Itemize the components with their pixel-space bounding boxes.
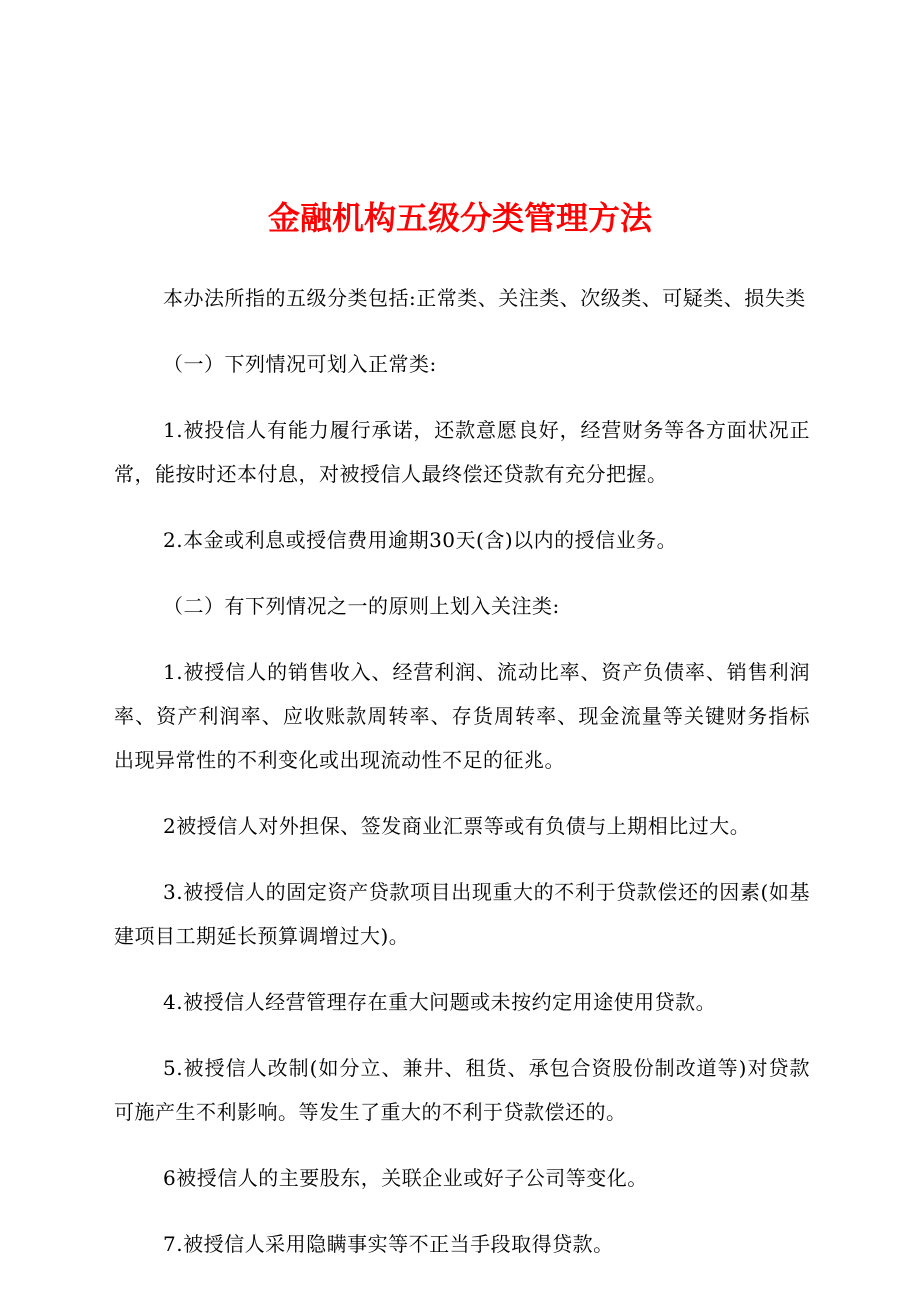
section-heading-normal: （一）下列情况可划入正常类: <box>163 352 437 376</box>
paragraph-attention-6: 6被授信人的主要股东，关联企业或好子公司等变化。 <box>163 1166 648 1190</box>
document-title: 金融机构五级分类管理方法 <box>267 199 652 237</box>
paragraph-attention-3: 3.被授信人的固定资产贷款项目出现重大的不利于贷款偿还的因素(如基建项目工期延长预算调增过大)。 <box>114 880 810 948</box>
paragraph-attention-2: 2被授信人对外担保、签发商业汇票等或有负债与上期相比过大。 <box>163 814 751 838</box>
document-body <box>114 276 810 1288</box>
paragraph-attention-5: 5.被授信人改制(如分立、兼井、租货、承包合资股份制改道等)对贷款可施产生不利影响。等发生了重大的不利于贷款偿还的。 <box>114 1056 810 1124</box>
paragraph-attention-4: 4.被授信人经营管理存在重大问题或未按约定用途使用贷款。 <box>163 990 717 1014</box>
paragraph-attention-1: 1.被授信人的销售收入、经营利润、流动比率、资产负债率、销售利润率、资产利润率、应收账款周转率、存货周转率、现金流量等关键财务指标出现异常性的不利变化或出现流动性不足的征兆。 <box>114 660 810 772</box>
paragraph-normal-2: 2.本金或利息或授信费用逾期30天(含)以内的授信业务。 <box>163 528 678 552</box>
paragraph-attention-7: 7.被授信人采用隐瞒事实等不正当手段取得贷款。 <box>163 1232 614 1256</box>
paragraph-intro: 本办法所指的五级分类包括:正常类、关注类、次级类、可疑类、损失类 <box>163 286 806 310</box>
section-heading-attention: （二）有下列情况之一的原则上划入关注类: <box>163 594 560 618</box>
paragraph-normal-1: 1.被投信人有能力履行承诺，还款意愿良好，经营财务等各方面状况正常，能按时还本付息，对被授信人最终偿还贷款有充分把握。 <box>114 418 810 486</box>
